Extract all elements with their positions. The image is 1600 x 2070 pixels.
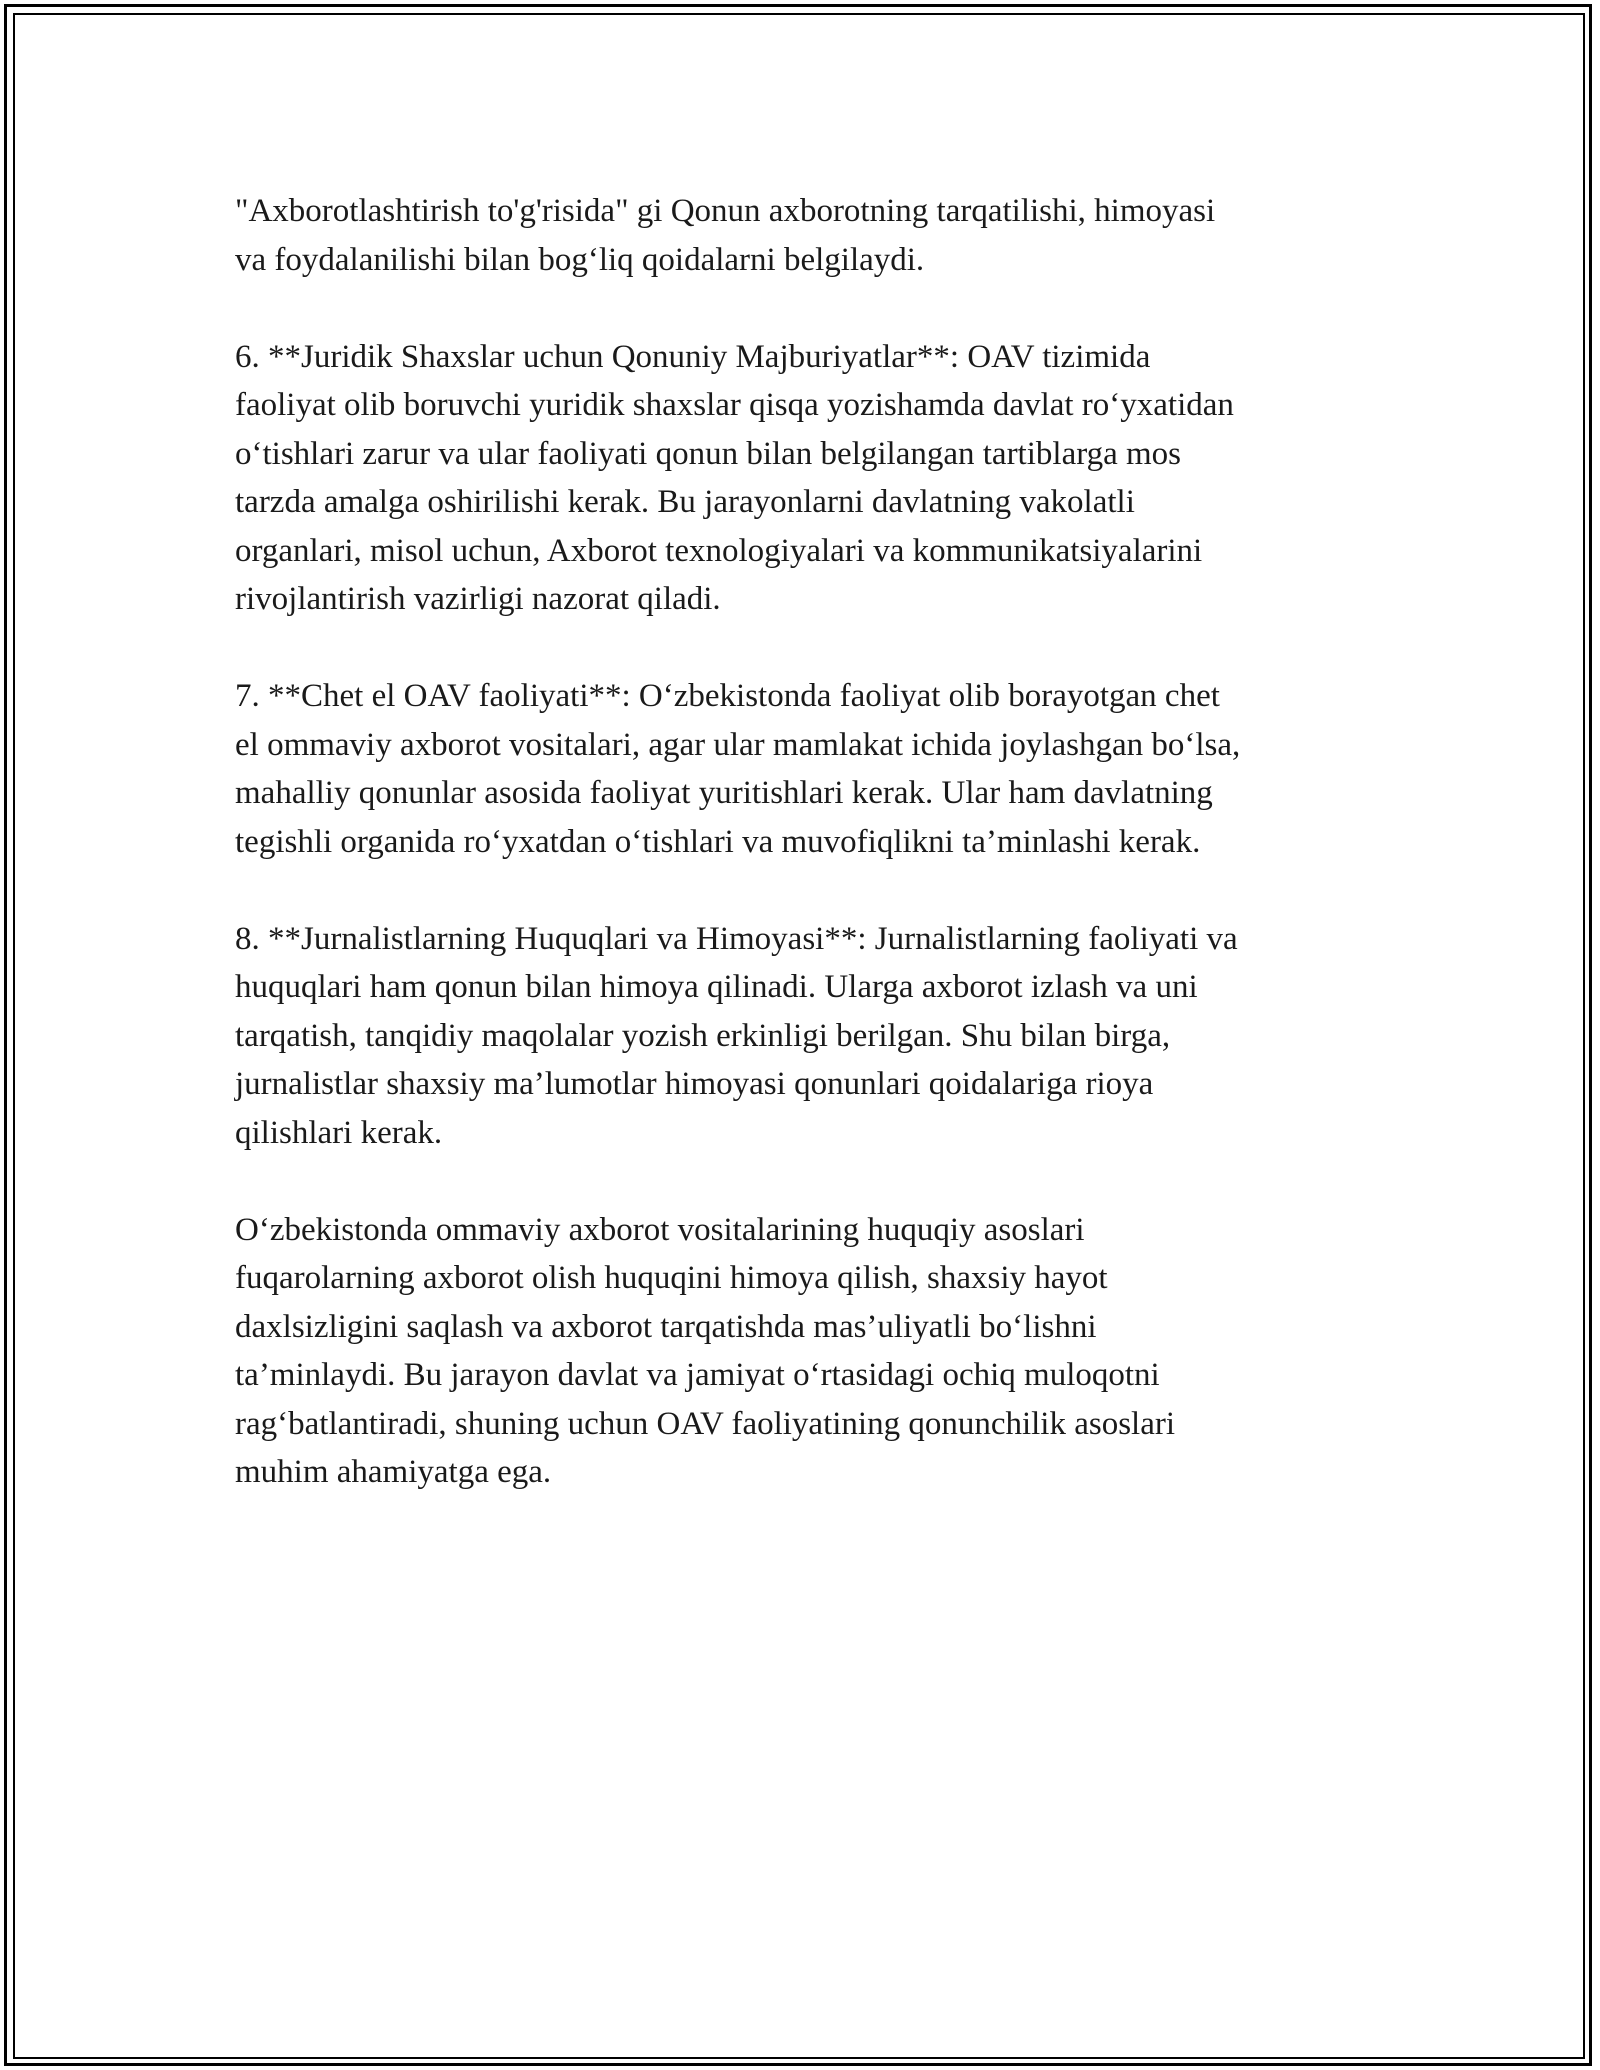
paragraph-item-7: 7. **Chet el OAV faoliyati**: O‘zbekistonda faoliyat olib borayotgan chet el ommaviy axborot vositalari, agar ular mamlakat ichida joylashgan bo‘lsa, mahalliy qonunlar asosida faoliyat yuritishlari kerak. Ular ham davlatning tegishli organida ro‘yxatdan o‘tishlari va muvofiqlikni ta’minlashi kerak. bbox=[235, 678, 1241, 860]
paragraph-conclusion: O‘zbekistonda ommaviy axborot vositalarining huquqiy asoslari fuqarolarning axborot olish huquqini himoya qilish, shaxsiy hayot daxlsizligini saqlash va axborot tarqatishda mas’uliyatli bo‘lishni ta’minlaydi. Bu jarayon davlat va jamiyat o‘rtasidagi ochiq muloqotni rag‘batlantiradi, shuning uchun OAV faoliyatining qonunchilik asoslari muhim ahamiyatga ega. bbox=[235, 1211, 1176, 1490]
paragraph-item-8: 8. **Jurnalistlarning Huquqlari va Himoyasi**: Jurnalistlarning faoliyati va huquqlari ham qonun bilan himoya qilinadi. Ularga axborot izlash va uni tarqatish, tanqidiy maqolalar yozish erkinligi berilgan. Shu bilan birga, jurnalistlar shaxsiy ma’lumotlar himoyasi qonunlari qoidalariga rioya qilishlari kerak. bbox=[235, 920, 1238, 1151]
document-body bbox=[235, 187, 1365, 1497]
paragraph-item-6: 6. **Juridik Shaxslar uchun Qonuniy Majburiyatlar**: OAV tizimida faoliyat olib boruvchi yuridik shaxslar qisqa yozishamda davlat ro‘yxatidan o‘tishlari zarur va ular faoliyati qonun bilan belgilangan tartiblarga mos tarzda amalga oshirilishi kerak. Bu jarayonlarni davlatning vakolatli organlari, misol uchun, Axborot texnologiyalari va kommunikatsiyalarini rivojlantirish vazirligi nazorat qiladi. bbox=[235, 338, 1234, 617]
paragraph-intro: "Axborotlashtirish to'g'risida" gi Qonun axborotning tarqatilishi, himoyasi va foydalanilishi bilan bog‘liq qoidalarni belgilaydi. bbox=[235, 193, 1216, 278]
